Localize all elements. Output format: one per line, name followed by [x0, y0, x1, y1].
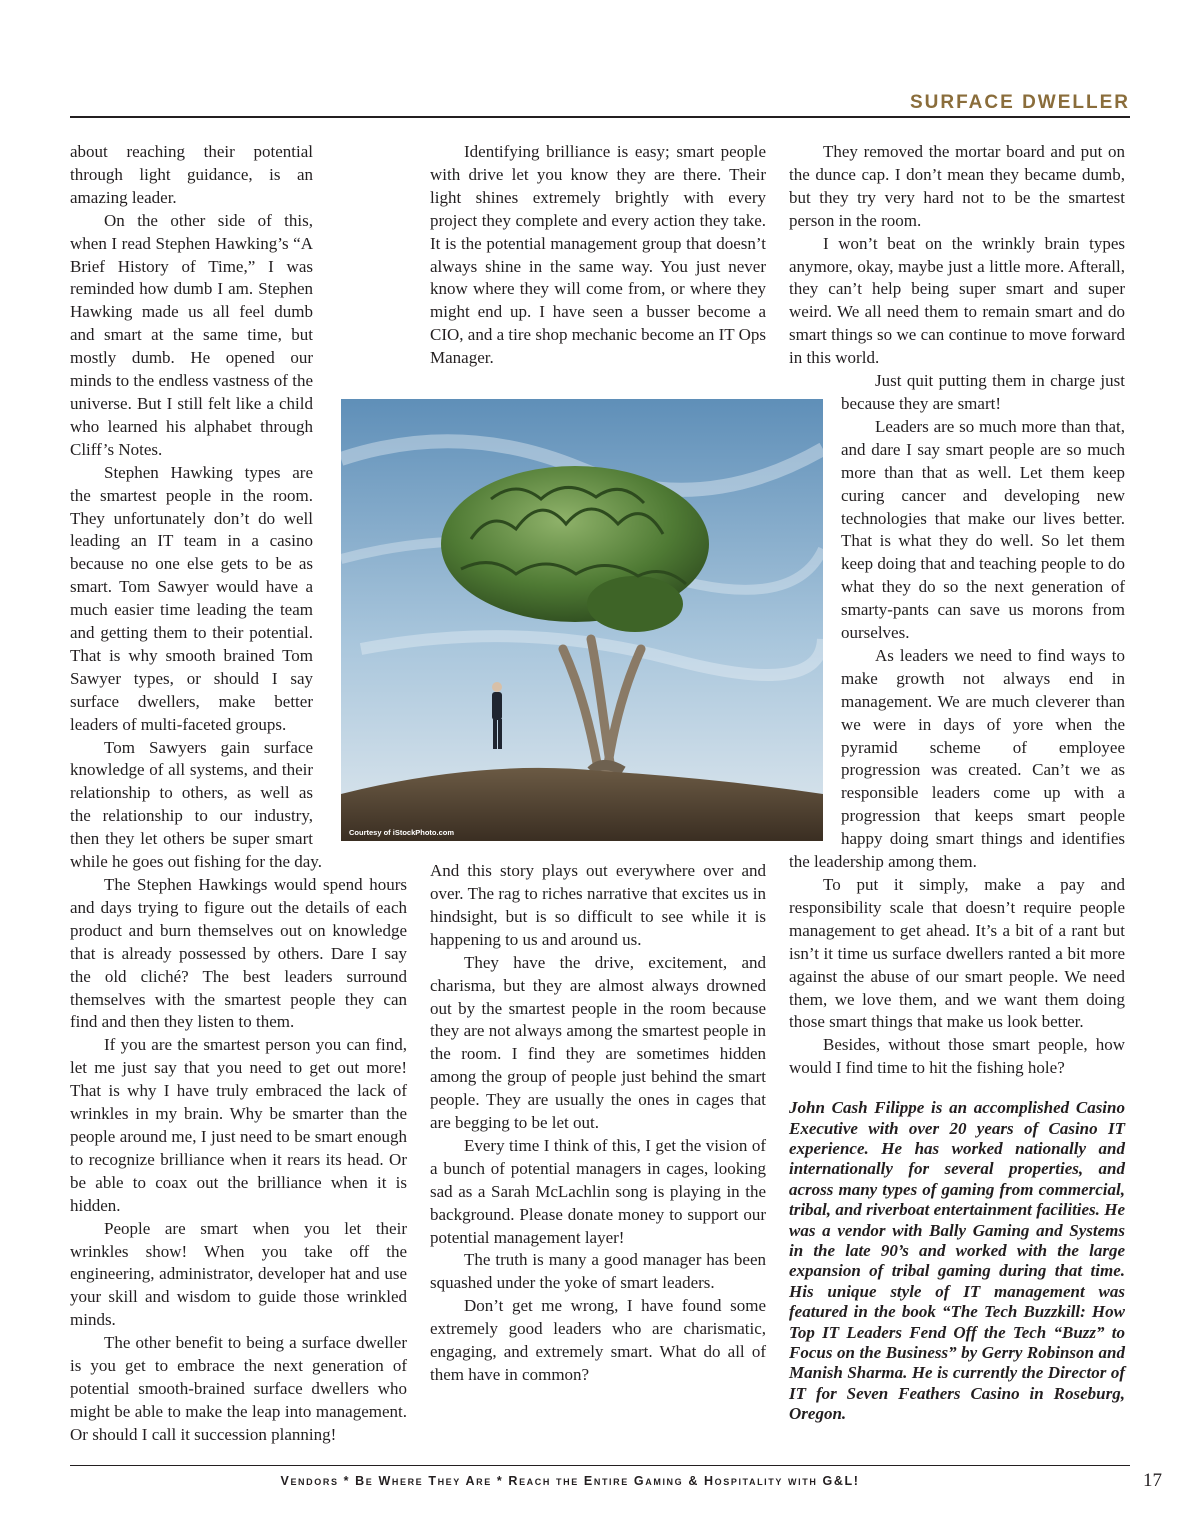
paragraph: Leaders are so much more than that, and dare I say smart people are so much more than that as well. Let them keep curing cancer and developing new technologies that make our lives better. That is what they do well. So let them keep doing that and teaching people to do what they do so the next generation of smarty-pants can save us morons from ourselves.	[841, 416, 1125, 643]
brain-tree-illustration	[341, 399, 823, 841]
brain-tree-photo	[341, 399, 823, 841]
paragraph: Don’t get me wrong, I have found some extremely good leaders who are charismatic, engaging, and extremely smart. What do all of them have in common?	[430, 1296, 766, 1384]
top-divider	[70, 116, 1130, 118]
paragraph: On the other side of this, when I read Stephen Hawking’s “A Brief History of Time,” I was reminded how dumb I am. Stephen Hawking made us all feel dumb and smart at the same time, but mostly dumb. He opened our minds to the endless vastness of the universe. But I still felt like a child who learned his alphabet through Cliff’s Notes.	[70, 210, 313, 459]
column-3	[789, 141, 1125, 1425]
paragraph: They removed the mortar board and put on the dunce cap. I don’t mean they became dumb, but they try very hard not to be the smartest person in the room.	[789, 142, 1125, 230]
paragraph: Just quit putting them in charge just because they are smart!	[841, 371, 1125, 413]
footer-tagline: Vendors * Be Where They Are * Reach the Entire Gaming & Hospitality with G&L!	[280, 1474, 860, 1488]
paragraph: Besides, without those smart people, how would I find time to hit the fishing hole?	[789, 1035, 1125, 1078]
paragraph: about reaching their potential through light guidance, is an amazing leader.	[70, 142, 313, 207]
paragraph: Identifying brilliance is easy; smart people with drive let you know they are there. Their light shines extremely brightly with every project they complete and every action they take. It is the potential management group that doesn’t always shine in the same way. You just never know where they will come from, or where they might end up. I have seen a busser become a CIO, and a tire shop mechanic become an IT Ops Manager.	[430, 142, 766, 368]
paragraph: They have the drive, excitement, and charisma, but they are almost always drowned out by the smartest people in the room because they are not always among the smartest people in the room. I find they are sometimes hidden among the group of people just behind the smart people. They are usually the ones in cages that are begging to be let out.	[430, 952, 766, 1133]
photo-credit: Courtesy of iStockPhoto.com	[349, 828, 455, 837]
section-label: SURFACE DWELLER	[910, 92, 1130, 113]
paragraph: The truth is many a good manager has been squashed under the yoke of smart leaders.	[430, 1250, 766, 1293]
author-bio: John Cash Filippe is an accomplished Casino Executive with over 20 years of Casino IT experience. He has worked nationally and internationally for several properties, and across many types of gaming from commercial, tribal, and riverboat entertainment facilities. He was a vendor with Bally Gaming and Systems in the late 90’s and worked with the large expansion of tribal gaming during that time. His unique style of IT management was featured in the book “The Tech Buzzkill: How Top IT Leaders Fend Off the Tech “Buzz” to Focus on the Business” by Gerry Robinson and Manish Sharma. He is currently the Director of IT for Seven Feathers Casino in Roseburg, Oregon.	[789, 1098, 1125, 1424]
paragraph: If you are the smartest person you can find, let me just say that you need to get out more! That is why I have truly embraced the lack of wrinkles in my brain. Why be smarter than the people around me, I just need to be smart enough to recognize brilliance when it rears its head. Or be able to coax out the brilliance when it is hidden.	[70, 1035, 407, 1215]
page-number: 17	[1143, 1470, 1162, 1491]
paragraph: The other benefit to being a surface dweller is you get to embrace the next generation of potential smooth-brained surface dwellers who might be able to make the leap into management. Or should I call it succession planning!	[70, 1333, 407, 1444]
paragraph: Stephen Hawking types are the smartest people in the room. They unfortunately don’t do well leading an IT team in a casino because no one else gets to be as smart. Tom Sawyer would have a much easier time leading the team and getting them to their potential. That is why smooth brained Tom Sawyer types, or should I say surface dwellers, make better leaders of multi-faceted groups.	[70, 462, 313, 734]
paragraph: As leaders we need to find ways to make growth not always end in management. We are much cleverer than we were in days of yore when the pyramid scheme of employee progression was created. Can’t we as responsible leaders come up with a progression that keeps smart people happy doing smart things and identifies the leadership among them.	[789, 645, 1125, 872]
bottom-divider	[70, 1465, 1130, 1466]
paragraph: To put it simply, make a pay and responsibility scale that doesn’t require people management to get ahead. It’s a bit of a rant but isn’t it time us surface dwellers ranted a bit more against the abuse of our smart people. We need them, we love them, and we want them doing those smart things that make us look better.	[789, 875, 1125, 1032]
paragraph: People are smart when you let their wrinkles show! When you take off the engineering, administrator, developer hat and use your skill and wisdom to guide those wrinkled minds.	[70, 1218, 407, 1330]
paragraph: The Stephen Hawkings would spend hours and days trying to figure out the details of each product and burn themselves out on knowledge that is already possessed by others. Dare I say the old cliché? The best leaders surround themselves with the smartest people they can find and then they listen to them.	[70, 875, 407, 1032]
paragraph: I won’t beat on the wrinkly brain types anymore, okay, maybe just a little more. Afterall, they can’t help being super smart and super weird. We all need them to remain smart and do smart things so we can continue to move forward in this world.	[789, 233, 1125, 368]
paragraph: Tom Sawyers gain surface knowledge of all systems, and their relationship to others, as well as the relationship to our industry, then they let others be super smart while he goes out fishing for the day.	[70, 737, 322, 872]
paragraph: And this story plays out everywhere over and over. The rag to riches narrative that excites us in hindsight, but is so difficult to see while it is happening to us and around us.	[430, 861, 766, 949]
paragraph: Every time I think of this, I get the vision of a bunch of potential managers in cages, looking sad as a Sarah McLachlin song is playing in the background. Please donate money to support our potential management layer!	[430, 1135, 766, 1247]
